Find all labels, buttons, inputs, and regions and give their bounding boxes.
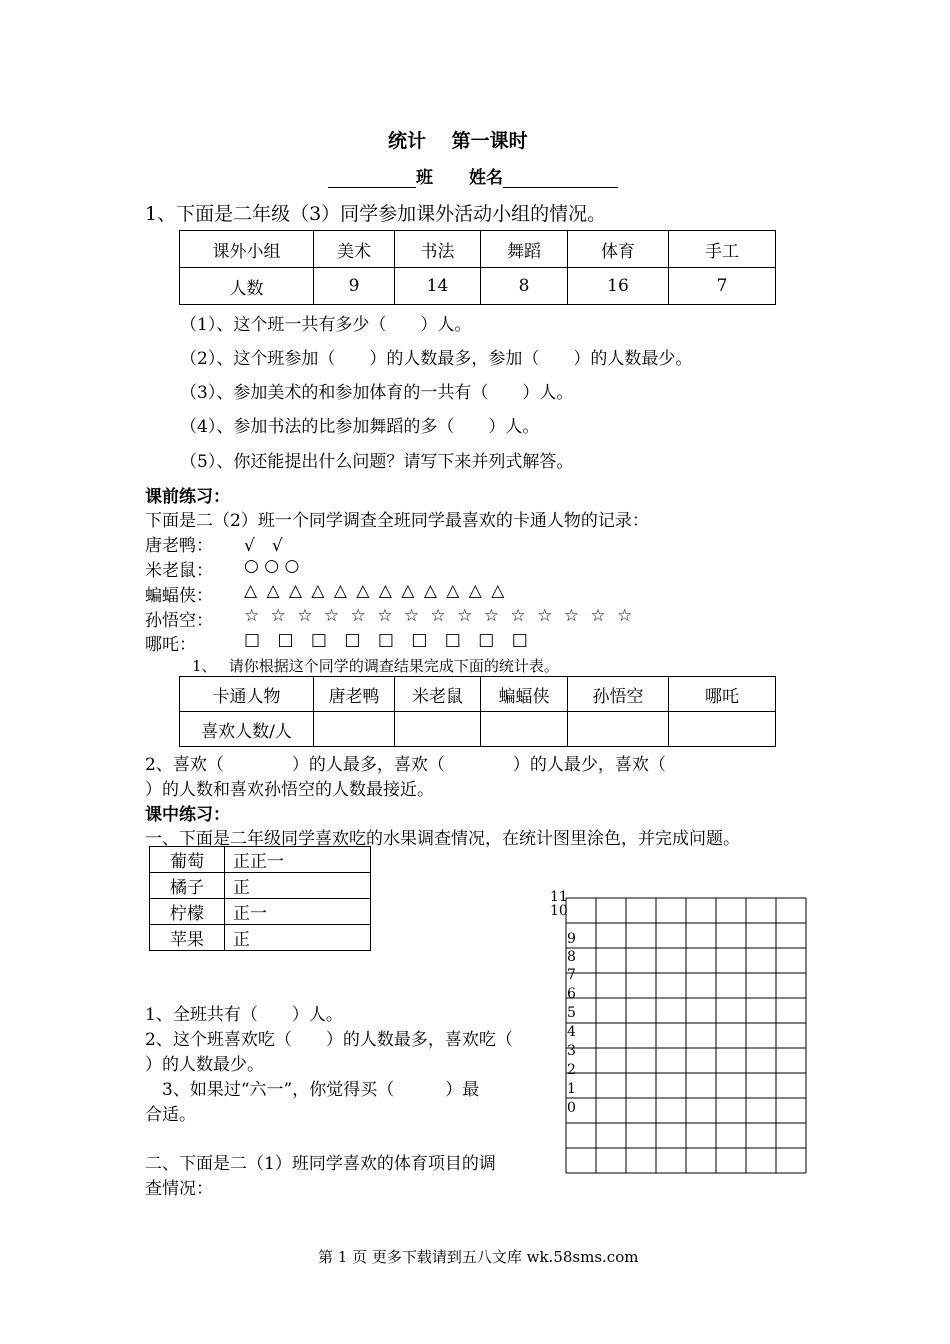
subquestion: （4）、参加书法的比参加舞蹈的多（ ）人。 — [180, 417, 540, 437]
record-marks: □ □ □ □ □ □ □ □ □ — [244, 630, 534, 650]
y-tick-label: 10 — [550, 903, 568, 919]
record-name: 孙悟空： — [145, 611, 213, 631]
table-cell: 8 — [481, 268, 568, 305]
y-tick-label: 11 — [550, 889, 568, 905]
record-marks: ○ ○ ○ — [244, 556, 300, 576]
fruit-tally: 正正一 — [225, 847, 371, 873]
mid-question: 3、如果过“六一”，你觉得买（ ）最 — [145, 1080, 480, 1100]
mid-intro: 一、下面是二年级同学喜欢吃的水果调查情况，在统计图里涂色，并完成问题。 — [145, 829, 740, 849]
y-tick-label: 4 — [567, 1024, 576, 1040]
table-header: 唐老鸭 — [314, 677, 395, 712]
class-name-line — [328, 163, 618, 188]
fruit-name: 葡萄 — [150, 847, 225, 873]
y-tick-label: 8 — [567, 949, 576, 965]
fruit-name: 柠檬 — [150, 899, 225, 925]
answer-cell[interactable] — [669, 712, 776, 747]
subquestion: （2）、这个班参加（ ）的人数最多，参加（ ）的人数最少。 — [180, 349, 693, 369]
y-tick-label: 5 — [567, 1005, 576, 1021]
class-label: 班 — [416, 168, 433, 188]
mid-question: ）的人数最少。 — [145, 1055, 264, 1075]
page-footer: 第 1 页 更多下载请到五八文库 wk.58sms.com — [318, 1248, 639, 1266]
subquestion: （1）、这个班一共有多少（ ）人。 — [180, 315, 472, 335]
table-header: 哪吒 — [669, 677, 776, 712]
record-marks: √ √ — [244, 536, 283, 556]
fruit-tally: 正一 — [225, 899, 371, 925]
mid-question: 2、这个班喜欢吃（ ）的人数最多，喜欢吃（ — [145, 1030, 513, 1050]
name-label: 姓名 — [469, 168, 503, 188]
answer-cell[interactable] — [568, 712, 669, 747]
table-header: 体育 — [568, 231, 669, 268]
record-marks: ☆ ☆ ☆ ☆ ☆ ☆ ☆ ☆ ☆ ☆ ☆ ☆ ☆ ☆ ☆ — [244, 606, 636, 626]
record-name: 蝙蝠侠： — [145, 586, 213, 606]
table-cell: 14 — [395, 268, 481, 305]
answer-cell[interactable] — [481, 712, 568, 747]
pre-q2-line2: ）的人数和喜欢孙悟空的人数最接近。 — [145, 780, 434, 800]
fruit-tally: 正 — [225, 925, 371, 951]
record-name: 哪吒： — [145, 635, 196, 655]
pre-task: 1、 请你根据这个同学的调查结果完成下面的统计表。 — [192, 657, 559, 675]
table-header: 米老鼠 — [395, 677, 481, 712]
table-cell: 9 — [314, 268, 395, 305]
fruit-bar-chart[interactable] — [540, 890, 820, 1180]
table-header: 孙悟空 — [568, 677, 669, 712]
activity-table — [179, 230, 776, 305]
pre-heading: 课前练习： — [145, 487, 230, 507]
y-tick-label: 3 — [567, 1043, 576, 1059]
fruit-tally: 正 — [225, 873, 371, 899]
y-tick-label: 7 — [567, 967, 576, 983]
cartoon-table — [179, 676, 776, 747]
page-title: 统计 第一课时 — [388, 130, 528, 152]
answer-cell[interactable] — [314, 712, 395, 747]
table-header: 手工 — [669, 231, 776, 268]
table-header: 卡通人物 — [180, 677, 314, 712]
y-tick-label: 9 — [567, 931, 576, 947]
record-marks: △ △ △ △ △ △ △ △ △ △ △ △ — [244, 581, 507, 601]
y-tick-label: 2 — [567, 1062, 576, 1078]
table-header: 课外小组 — [180, 231, 314, 268]
table-cell: 16 — [568, 268, 669, 305]
table-cell: 7 — [669, 268, 776, 305]
y-tick-label: 0 — [567, 1100, 576, 1116]
pre-q2-line1: 2、喜欢（ ）的人最多，喜欢（ ）的人最少，喜欢（ — [145, 755, 666, 775]
chart-grid-svg — [540, 890, 820, 1180]
mid-question: 1、全班共有（ ）人。 — [145, 1005, 343, 1025]
table-cell: 人数 — [180, 268, 314, 305]
part2-line2: 查情况： — [145, 1179, 213, 1199]
table-header: 蝙蝠侠 — [481, 677, 568, 712]
table-header: 舞蹈 — [481, 231, 568, 268]
fruit-name: 橘子 — [150, 873, 225, 899]
q1-prompt: 1、下面是二年级（3）同学参加课外活动小组的情况。 — [145, 203, 607, 225]
fruit-tally-table — [149, 846, 371, 951]
name-blank[interactable] — [503, 169, 618, 188]
answer-cell[interactable] — [395, 712, 481, 747]
table-header: 书法 — [395, 231, 481, 268]
record-name: 唐老鸭： — [145, 536, 213, 556]
mid-question: 合适。 — [145, 1105, 196, 1125]
part2-line1: 二、下面是二（1）班同学喜欢的体育项目的调 — [145, 1154, 496, 1174]
table-header: 美术 — [314, 231, 395, 268]
y-tick-label: 6 — [567, 986, 576, 1002]
subquestion: （5）、你还能提出什么问题？请写下来并列式解答。 — [180, 452, 574, 472]
record-name: 米老鼠： — [145, 561, 213, 581]
table-row-label: 喜欢人数/人 — [180, 712, 314, 747]
mid-heading: 课中练习： — [145, 805, 230, 825]
class-blank[interactable] — [328, 169, 416, 188]
fruit-name: 苹果 — [150, 925, 225, 951]
y-tick-label: 1 — [567, 1081, 576, 1097]
subquestion: （3）、参加美术的和参加体育的一共有（ ）人。 — [180, 383, 574, 403]
pre-intro: 下面是二（2）班一个同学调查全班同学最喜欢的卡通人物的记录： — [145, 511, 649, 531]
